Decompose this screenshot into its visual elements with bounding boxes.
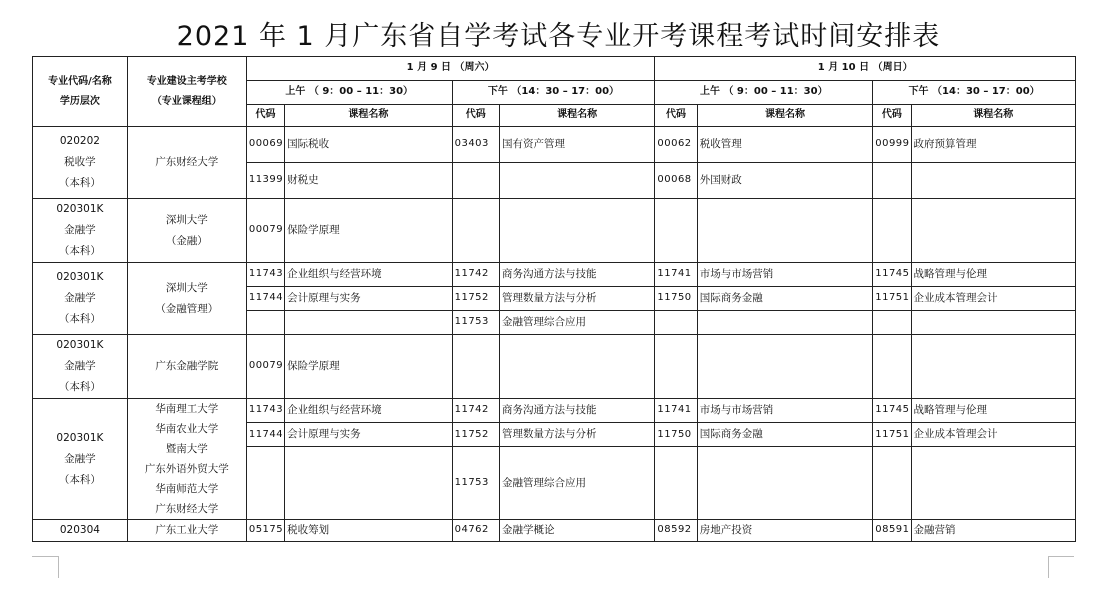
course-name: 金融管理综合应用 xyxy=(500,447,655,520)
course-name xyxy=(500,335,655,399)
course-code: 11742 xyxy=(452,263,499,287)
page-corner-mark xyxy=(1048,556,1067,578)
course-code: 11741 xyxy=(655,399,697,423)
course-name xyxy=(911,199,1075,263)
course-name xyxy=(697,311,873,335)
course-name: 管理数量方法与分析 xyxy=(500,287,655,311)
course-code: 11752 xyxy=(452,423,499,447)
course-code: 00999 xyxy=(873,127,911,163)
school-cell: 深圳大学 （金融） xyxy=(127,199,246,263)
course-code xyxy=(873,447,911,520)
course-code: 00079 xyxy=(246,199,284,263)
course-code: 11753 xyxy=(452,447,499,520)
course-name xyxy=(285,447,452,520)
course-code: 11744 xyxy=(246,287,284,311)
course-code: 11743 xyxy=(246,263,284,287)
course-code xyxy=(452,199,499,263)
course-code xyxy=(452,163,499,199)
course-code: 00068 xyxy=(655,163,697,199)
course-code xyxy=(873,199,911,263)
course-name: 金融学概论 xyxy=(500,520,655,542)
major-cell: 020301K 金融学 （本科） xyxy=(33,399,128,520)
major-cell: 020202 税收学 （本科） xyxy=(33,127,128,199)
header-course-name: 课程名称 xyxy=(911,105,1075,127)
course-name: 会计原理与实务 xyxy=(285,287,452,311)
course-name: 管理数量方法与分析 xyxy=(500,423,655,447)
course-code: 11753 xyxy=(452,311,499,335)
course-code xyxy=(246,447,284,520)
course-name xyxy=(911,163,1075,199)
header-course-name: 课程名称 xyxy=(500,105,655,127)
course-code: 04762 xyxy=(452,520,499,542)
course-name: 商务沟通方法与技能 xyxy=(500,399,655,423)
course-code: 11743 xyxy=(246,399,284,423)
major-cell: 020304 xyxy=(33,520,128,542)
page-title: 2021 年 1 月广东省自学考试各专业开考课程考试时间安排表 xyxy=(176,21,941,52)
course-name: 政府预算管理 xyxy=(911,127,1075,163)
course-name: 国有资产管理 xyxy=(500,127,655,163)
course-name xyxy=(911,335,1075,399)
table-row xyxy=(33,399,1076,423)
course-code: 11750 xyxy=(655,423,697,447)
course-name: 国际税收 xyxy=(285,127,452,163)
course-name: 税收管理 xyxy=(697,127,873,163)
table-row xyxy=(33,335,1076,399)
course-code: 11744 xyxy=(246,423,284,447)
course-code: 08591 xyxy=(873,520,911,542)
schedule-table xyxy=(32,56,1076,542)
course-code xyxy=(452,335,499,399)
course-code: 11750 xyxy=(655,287,697,311)
school-cell: 广东金融学院 xyxy=(127,335,246,399)
header-day2: 1 月 10 日 （周日） xyxy=(655,57,1076,81)
header-course-name: 课程名称 xyxy=(697,105,873,127)
course-name: 战略管理与伦理 xyxy=(911,399,1075,423)
table-row xyxy=(33,127,1076,163)
course-name xyxy=(500,199,655,263)
course-code xyxy=(246,311,284,335)
course-name: 企业成本管理会计 xyxy=(911,287,1075,311)
course-name xyxy=(697,335,873,399)
course-name: 金融管理综合应用 xyxy=(500,311,655,335)
course-name: 企业组织与经营环境 xyxy=(285,399,452,423)
course-code xyxy=(873,311,911,335)
major-cell: 020301K 金融学 （本科） xyxy=(33,199,128,263)
header-major: 专业代码/名称 学历层次 xyxy=(33,57,128,127)
course-name xyxy=(911,311,1075,335)
course-name: 税收筹划 xyxy=(285,520,452,542)
page-corner-mark xyxy=(40,556,59,578)
table-row xyxy=(33,520,1076,542)
course-name: 财税史 xyxy=(285,163,452,199)
header-day1-am: 上午 （ 9：00 – 11：30） xyxy=(246,81,452,105)
major-cell: 020301K 金融学 （本科） xyxy=(33,263,128,335)
course-name xyxy=(697,199,873,263)
school-cell: 广东财经大学 xyxy=(127,127,246,199)
course-name: 战略管理与伦理 xyxy=(911,263,1075,287)
course-code: 08592 xyxy=(655,520,697,542)
course-code: 03403 xyxy=(452,127,499,163)
page-corner-mark xyxy=(32,556,58,557)
course-name xyxy=(697,447,873,520)
header-code: 代码 xyxy=(873,105,911,127)
course-code xyxy=(655,447,697,520)
school-cell: 深圳大学 （金融管理） xyxy=(127,263,246,335)
header-course-name: 课程名称 xyxy=(285,105,452,127)
course-name: 金融营销 xyxy=(911,520,1075,542)
course-name xyxy=(285,311,452,335)
course-code: 11752 xyxy=(452,287,499,311)
course-name: 市场与市场营销 xyxy=(697,399,873,423)
page-corner-mark xyxy=(1048,556,1074,557)
header-day2-pm: 下午 （14：30 – 17：00） xyxy=(873,81,1076,105)
header-day2-am: 上午 （ 9：00 – 11：30） xyxy=(655,81,873,105)
course-code: 05175 xyxy=(246,520,284,542)
course-code: 00062 xyxy=(655,127,697,163)
course-name xyxy=(500,163,655,199)
course-name: 企业组织与经营环境 xyxy=(285,263,452,287)
header-code: 代码 xyxy=(452,105,499,127)
course-code xyxy=(655,311,697,335)
course-name: 外国财政 xyxy=(697,163,873,199)
course-code: 00069 xyxy=(246,127,284,163)
course-name: 保险学原理 xyxy=(285,335,452,399)
course-code xyxy=(873,163,911,199)
header-code: 代码 xyxy=(655,105,697,127)
course-name: 商务沟通方法与技能 xyxy=(500,263,655,287)
course-name: 保险学原理 xyxy=(285,199,452,263)
course-name: 国际商务金融 xyxy=(697,423,873,447)
header-code: 代码 xyxy=(246,105,284,127)
table-row xyxy=(33,199,1076,263)
header-day1-pm: 下午 （14：30 – 17：00） xyxy=(452,81,655,105)
course-code: 11745 xyxy=(873,263,911,287)
course-name: 会计原理与实务 xyxy=(285,423,452,447)
course-code: 11751 xyxy=(873,287,911,311)
course-code xyxy=(655,335,697,399)
course-code xyxy=(873,335,911,399)
course-code: 11399 xyxy=(246,163,284,199)
course-code: 00079 xyxy=(246,335,284,399)
course-name: 国际商务金融 xyxy=(697,287,873,311)
header-day1: 1 月 9 日 （周六） xyxy=(246,57,655,81)
course-name: 市场与市场营销 xyxy=(697,263,873,287)
course-name xyxy=(911,447,1075,520)
course-code: 11742 xyxy=(452,399,499,423)
school-cell: 广东工业大学 xyxy=(127,520,246,542)
course-code: 11745 xyxy=(873,399,911,423)
school-cell: 华南理工大学 华南农业大学 暨南大学 广东外语外贸大学 华南师范大学 广东财经大学 xyxy=(127,399,246,520)
course-name: 企业成本管理会计 xyxy=(911,423,1075,447)
header-school: 专业建设主考学校 （专业课程组） xyxy=(127,57,246,127)
course-name: 房地产投资 xyxy=(697,520,873,542)
table-row xyxy=(33,263,1076,287)
major-cell: 020301K 金融学 （本科） xyxy=(33,335,128,399)
course-code: 11751 xyxy=(873,423,911,447)
course-code xyxy=(655,199,697,263)
course-code: 11741 xyxy=(655,263,697,287)
